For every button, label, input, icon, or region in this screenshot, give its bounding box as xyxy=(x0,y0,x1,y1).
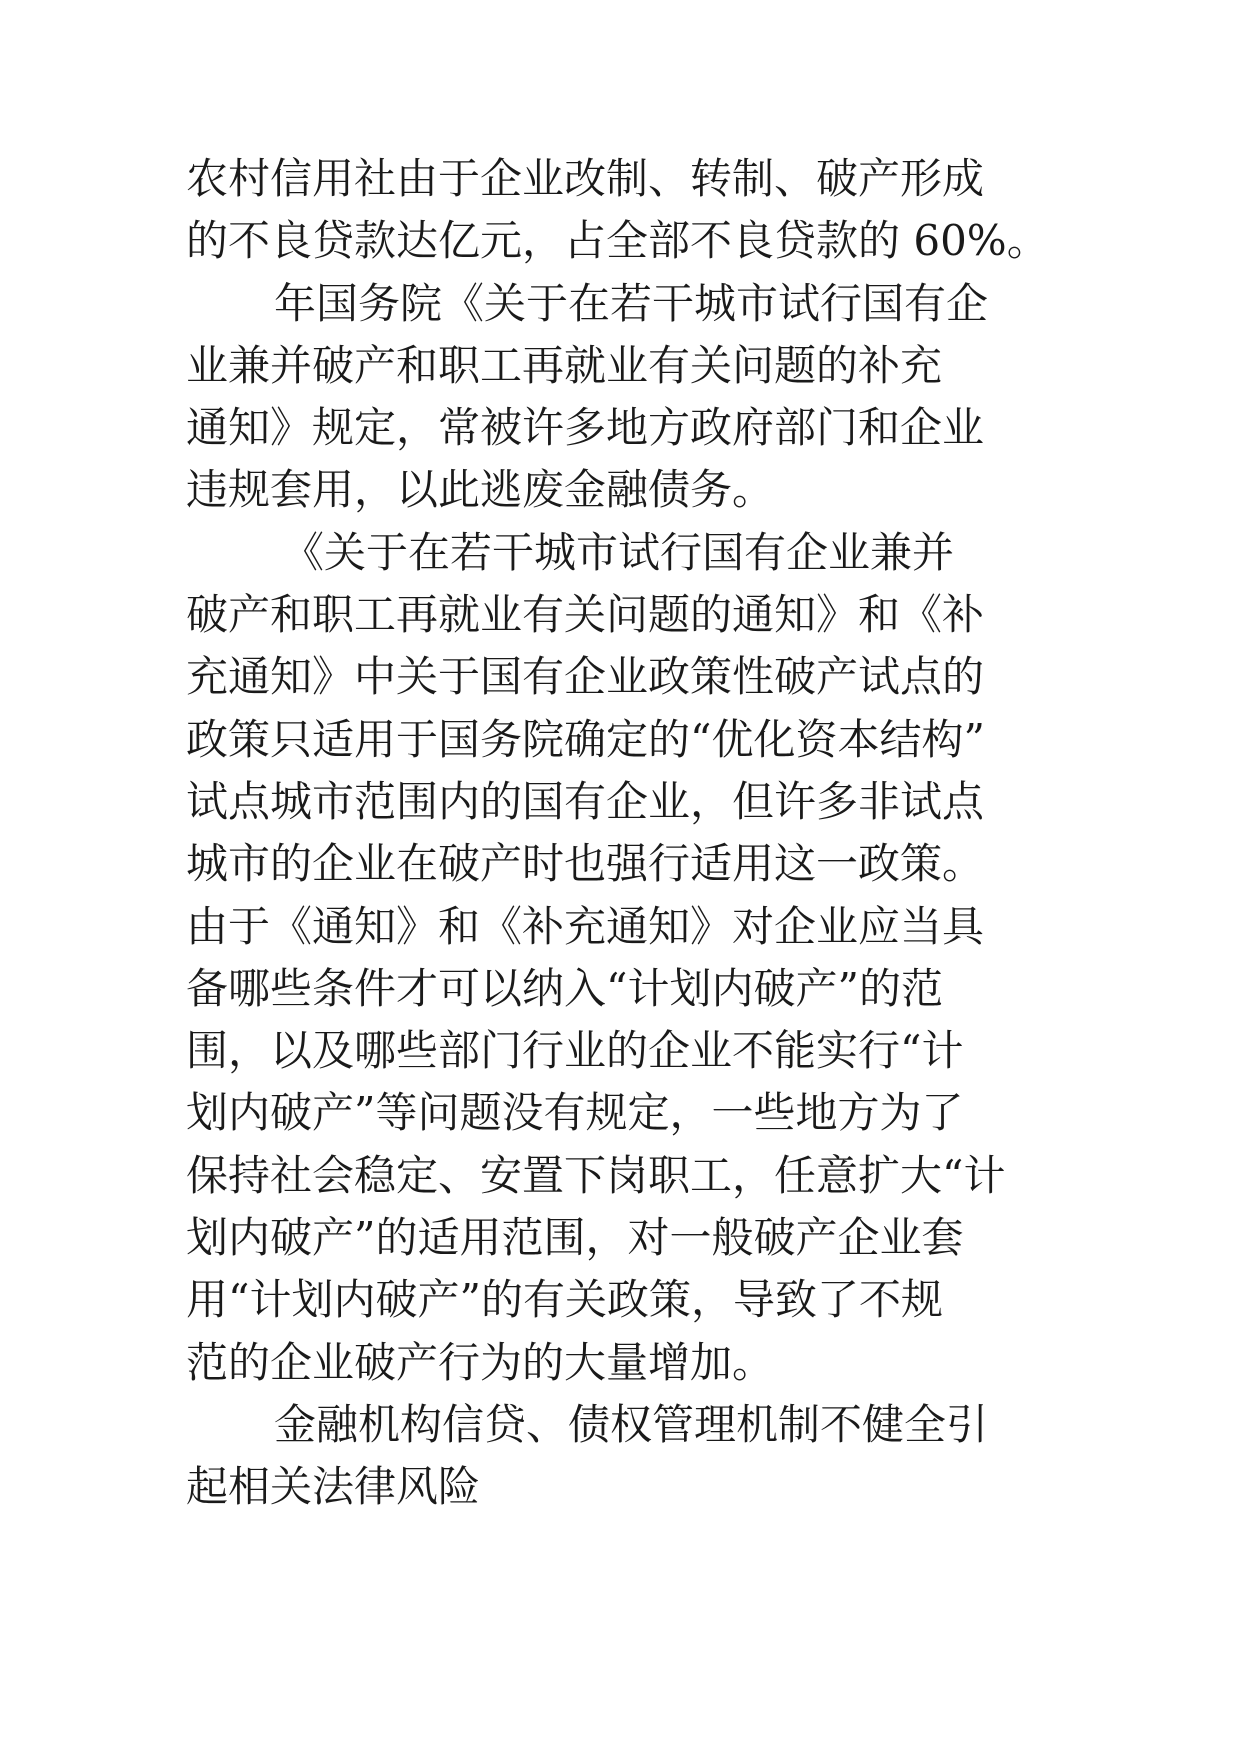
paragraph-first-line: 年国务院《关于在若干城市试行国有企 xyxy=(274,278,989,328)
text-line: 由于《通知》和《补充通知》对企业应当具 xyxy=(186,901,985,951)
text-line: 保持社会稳定、安置下岗职工，任意扩大“计 xyxy=(186,1150,1006,1200)
text-line: 范的企业破产行为的大量增加。 xyxy=(186,1337,775,1387)
paragraph-first-line: 《关于在若干城市试行国有企业兼并 xyxy=(282,527,955,577)
text-line: 城市的企业在破产时也强行适用这一政策。 xyxy=(186,839,985,889)
text-line: 业兼并破产和职工再就业有关问题的补充 xyxy=(186,340,943,390)
text-line: 破产和职工再就业有关问题的通知》和《补 xyxy=(186,590,985,640)
text-line: 备哪些条件才可以纳入“计划内破产”的范 xyxy=(186,963,943,1013)
text-line: 用“计划内破产”的有关政策，导致了不规 xyxy=(186,1275,943,1325)
text-line: 通知》规定，常被许多地方政府部门和企业 xyxy=(186,403,985,453)
body-text xyxy=(186,148,1066,1519)
text-line: 划内破产”等问题没有规定，一些地方为了 xyxy=(186,1088,964,1138)
text-line: 围，以及哪些部门行业的企业不能实行“计 xyxy=(186,1026,964,1076)
text-line: 的不良贷款达亿元，占全部不良贷款的 60%。 xyxy=(186,216,1049,266)
paragraph-first-line: 金融机构信贷、债权管理机制不健全引 xyxy=(274,1399,989,1449)
text-line: 起相关法律风险 xyxy=(186,1462,481,1512)
text-line: 试点城市范围内的国有企业，但许多非试点 xyxy=(186,776,985,826)
text-line: 划内破产”的适用范围，对一般破产企业套 xyxy=(186,1213,964,1263)
text-line: 违规套用，以此逃废金融债务。 xyxy=(186,465,775,515)
text-line: 政策只适用于国务院确定的“优化资本结构” xyxy=(186,714,985,764)
text-line: 农村信用社由于企业改制、转制、破产形成 xyxy=(186,154,985,203)
text-line: 充通知》中关于国有企业政策性破产试点的 xyxy=(186,652,985,702)
